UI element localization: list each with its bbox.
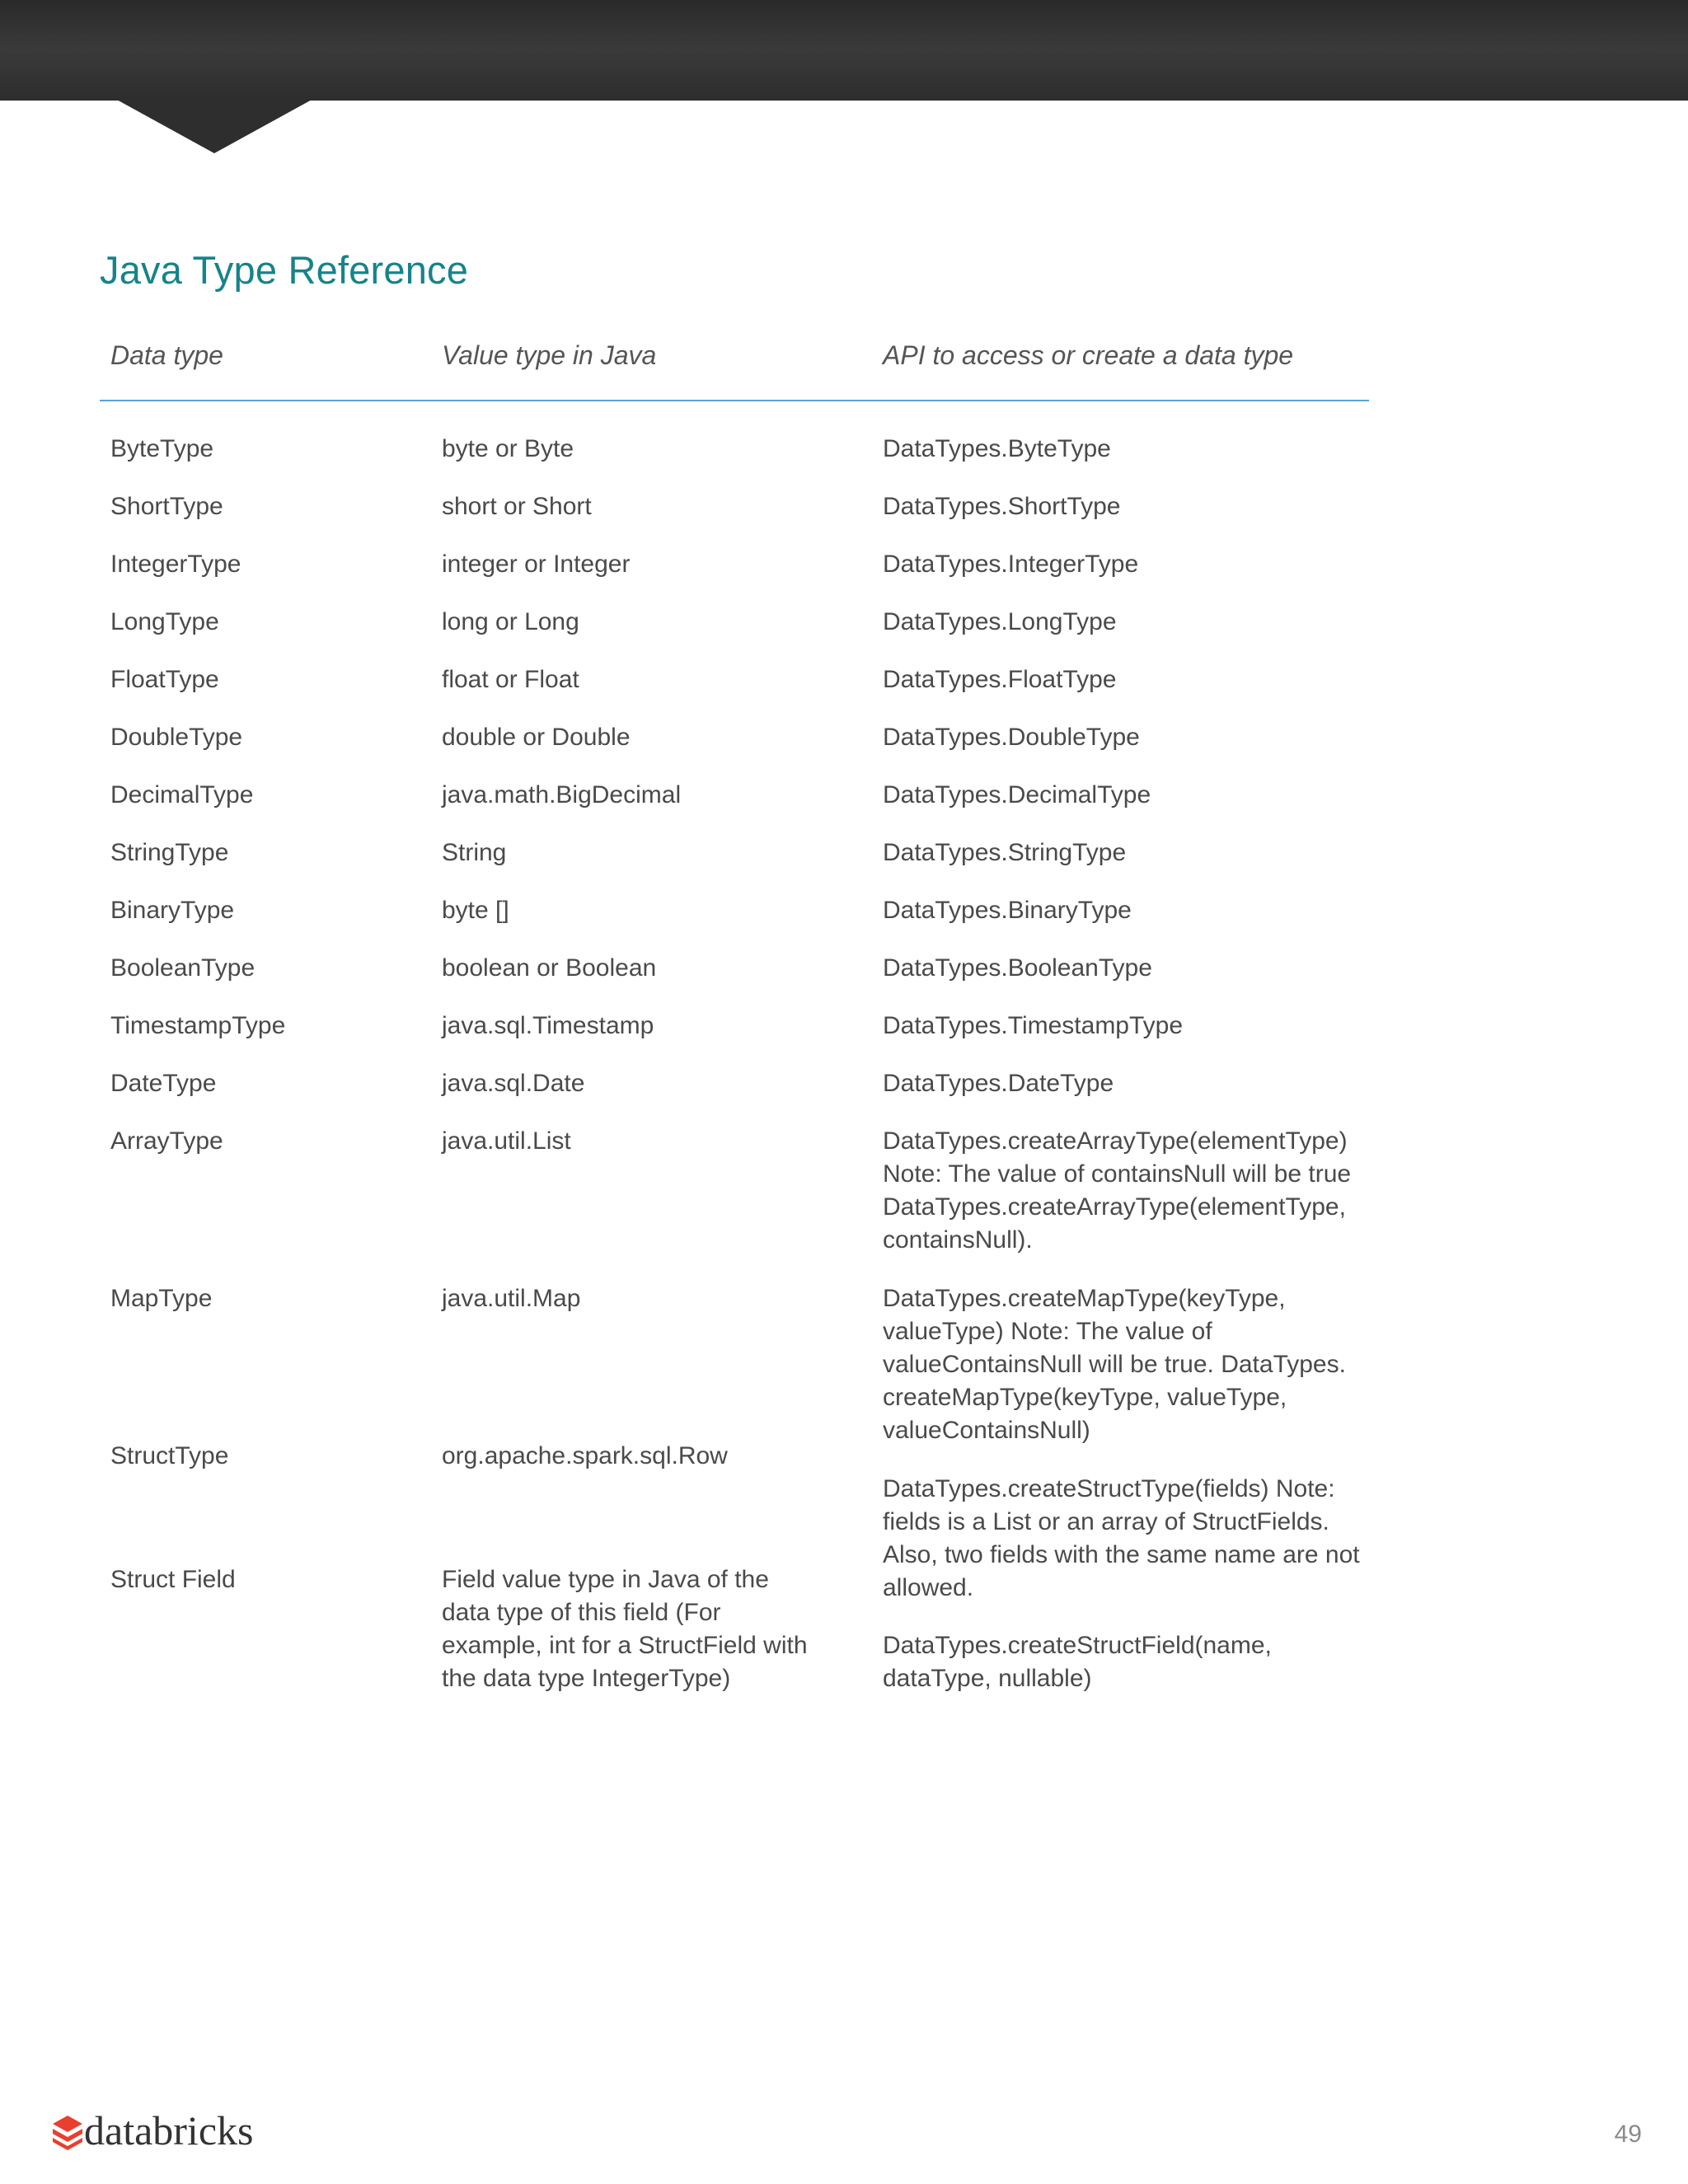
cell-api: DataTypes.TimestampType [883,1012,1184,1039]
cell-data-type: ShortType [110,493,223,520]
cell-data-type: BinaryType [110,897,235,924]
cell-api: DataTypes.IntegerType [883,551,1139,578]
cell-value-type: short or Short [442,493,592,520]
cell-value-type: java.sql.Date [442,1070,585,1097]
cell-data-type: LongType [110,608,219,635]
cell-api: DataTypes.FloatType [883,666,1117,693]
databricks-layers-icon [51,2114,84,2150]
cell-value-type: String [442,839,507,866]
banner-notch [0,99,330,157]
table-header [100,317,1369,401]
cell-value-type: org.apache.spark.sql.Row [442,1442,728,1469]
cell-api: DataTypes.createMapType(keyType, valueType) Note: The value of valueContainsNull will be true. DataTypes. createMapType(keyType, valueType, valueContainsNull) [883,1285,1346,1444]
databricks-logo [51,2106,298,2155]
cell-api: DataTypes.LongType [883,608,1117,635]
cell-value-type: byte or Byte [442,435,574,462]
cell-value-type: integer or Integer [442,551,631,578]
cell-api: DataTypes.BinaryType [883,897,1132,924]
cell-data-type: FloatType [110,666,219,693]
cell-data-type: DateType [110,1070,217,1097]
page-number: 49 [1614,2121,1642,2148]
type-reference-table [100,317,1369,1692]
header-value-type: Value type in Java [442,340,657,370]
cell-api: DataTypes.DoubleType [883,724,1140,751]
cell-api: DataTypes.createArrayType(elementType) Note: The value of containsNull will be true DataTypes.createArrayType(elementType, containsNull). [883,1127,1352,1254]
cell-api: DataTypes.BooleanType [883,954,1152,982]
cell-api: DataTypes.ByteType [883,435,1111,462]
cell-data-type: ByteType [110,435,214,462]
cell-data-type: BooleanType [110,954,256,982]
top-banner [0,0,1688,101]
cell-data-type: IntegerType [110,551,241,578]
cell-data-type: MapType [110,1285,213,1312]
cell-api: DataTypes.DecimalType [883,781,1151,808]
cell-data-type: StructType [110,1442,229,1469]
cell-value-type: float or Float [442,666,579,693]
cell-api: DataTypes.createStructType(fields) Note: fields is a List or an array of StructFields. Also, two fields with the same name are not allowed. [883,1475,1360,1601]
cell-data-type: Struct Field [110,1566,236,1593]
cell-value-type: java.util.Map [442,1285,581,1312]
cell-data-type: TimestampType [110,1012,286,1039]
cell-value-type: java.math.BigDecimal [442,781,682,808]
cell-data-type: DoubleType [110,724,243,751]
cell-value-type: double or Double [442,724,631,751]
cell-value-type: java.util.List [442,1127,571,1155]
cell-data-type: ArrayType [110,1127,223,1155]
cell-value-type: boolean or Boolean [442,954,657,982]
cell-api: DataTypes.ShortType [883,493,1121,520]
cell-api: DataTypes.createStructField(name, dataType, nullable) [883,1632,1272,1692]
cell-data-type: StringType [110,839,229,866]
cell-api: DataTypes.DateType [883,1070,1114,1097]
cell-value-type: Field value type in Java of the data type of this field (For example, int for a StructField with the data type IntegerType) [442,1566,808,1692]
cell-value-type: java.sql.Timestamp [442,1012,654,1039]
cell-value-type: long or Long [442,608,579,635]
cell-value-type: byte [] [442,897,509,924]
page-title: Java Type Reference [100,248,469,292]
header-api: API to access or create a data type [883,340,1294,370]
cell-api: DataTypes.StringType [883,839,1127,866]
brand-wordmark: databricks [84,2107,254,2154]
cell-data-type: DecimalType [110,781,254,808]
header-data-type: Data type [110,340,223,370]
